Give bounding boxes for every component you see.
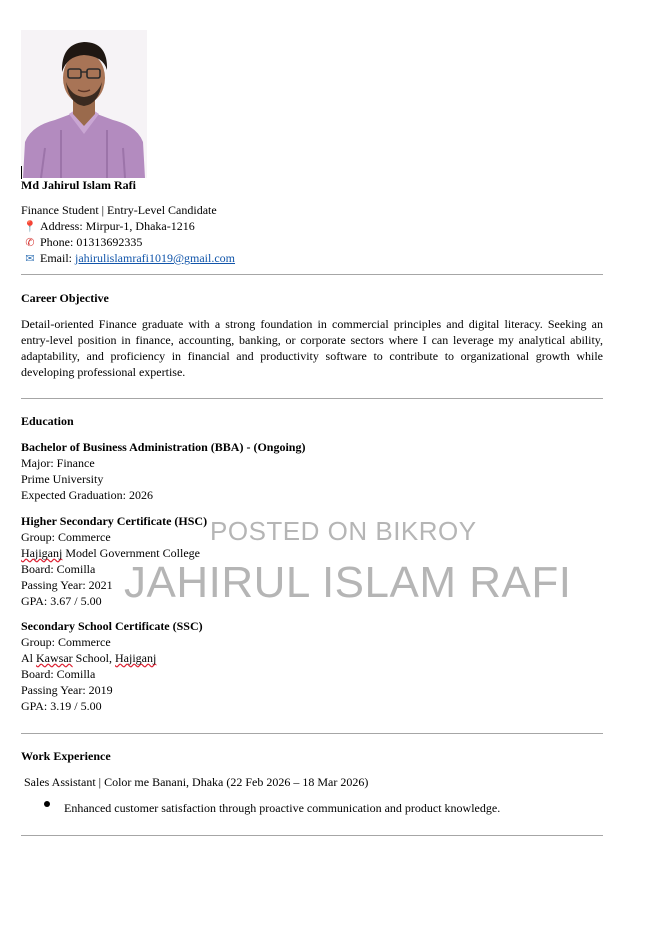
ssc-gpa: GPA: 3.19 / 5.00 — [21, 699, 102, 713]
bullet-dot — [44, 801, 50, 807]
phone-text: Phone: 01313692335 — [40, 235, 143, 249]
hsc-school-rest: Model Government College — [62, 546, 200, 560]
ssc-group: Group: Commerce — [21, 635, 111, 649]
phone-line — [21, 234, 142, 251]
bba-title: Bachelor of Business Administration (BBA) - (Ongoing) — [21, 440, 306, 454]
hsc-school-name-part: Hajiganj — [21, 546, 63, 560]
divider — [21, 274, 603, 275]
email-line — [21, 250, 235, 267]
watermark-line-2: JAHIRUL ISLAM RAFI — [124, 558, 572, 607]
bba-major: Major: Finance — [21, 456, 95, 470]
candidate-name: Md Jahirul Islam Rafi — [21, 178, 137, 192]
career-heading: Career Objective — [21, 291, 109, 305]
address-line — [21, 218, 195, 235]
email-prefix: Email: — [40, 251, 75, 265]
education-heading: Education — [21, 414, 74, 428]
work-role: Sales Assistant | Color me Banani, Dhaka (22 Feb 2026 – 18 Mar 2026) — [24, 775, 369, 789]
hsc-board: Board: Comilla — [21, 562, 96, 576]
ssc-school-part-b: Kawsar — [36, 651, 73, 665]
ssc-school-part-a: Al — [21, 651, 36, 665]
bba-school: Prime University — [21, 472, 104, 486]
watermark-line-1: POSTED ON BIKROY — [210, 516, 477, 546]
ssc-school — [21, 650, 156, 666]
hsc-title: Higher Secondary Certificate (HSC) — [21, 514, 208, 528]
email-link[interactable]: jahirulislamrafi1019@gmail.com — [75, 251, 236, 265]
tagline: Finance Student | Entry-Level Candidate — [21, 203, 217, 217]
hsc-year: Passing Year: 2021 — [21, 578, 113, 592]
ssc-year: Passing Year: 2019 — [21, 683, 113, 697]
email-icon: ✉ — [25, 252, 35, 265]
work-bullet-text: Enhanced customer satisfaction through proactive communication and product knowledge. — [64, 801, 501, 815]
bba-graduation: Expected Graduation: 2026 — [21, 488, 153, 502]
hsc-group: Group: Commerce — [21, 530, 111, 544]
ssc-school-part-d: Hajiganj — [115, 651, 157, 665]
hsc-gpa: GPA: 3.67 / 5.00 — [21, 594, 102, 608]
phone-icon: ✆ — [25, 236, 35, 249]
ssc-title: Secondary School Certificate (SSC) — [21, 619, 203, 633]
address-text: Address: Mirpur-1, Dhaka-1216 — [40, 219, 195, 233]
map-pin-icon: 📍 — [23, 220, 37, 233]
work-heading: Work Experience — [21, 749, 111, 763]
divider — [21, 398, 603, 399]
divider — [21, 733, 603, 734]
career-text: Detail-oriented Finance graduate with a strong foundation in commercial principles and digital literacy. Seeking an entry-level position in finance, accounting, banking, or corporate sectors where I can leverage my analytical ability, adaptability, and proficiency in financial and productivity software to contribute to organizational growth while developing professional expertise. — [21, 317, 603, 379]
divider — [21, 835, 603, 836]
profile-photo — [21, 30, 147, 178]
ssc-board: Board: Comilla — [21, 667, 96, 681]
ssc-school-part-c: School, — [72, 651, 115, 665]
